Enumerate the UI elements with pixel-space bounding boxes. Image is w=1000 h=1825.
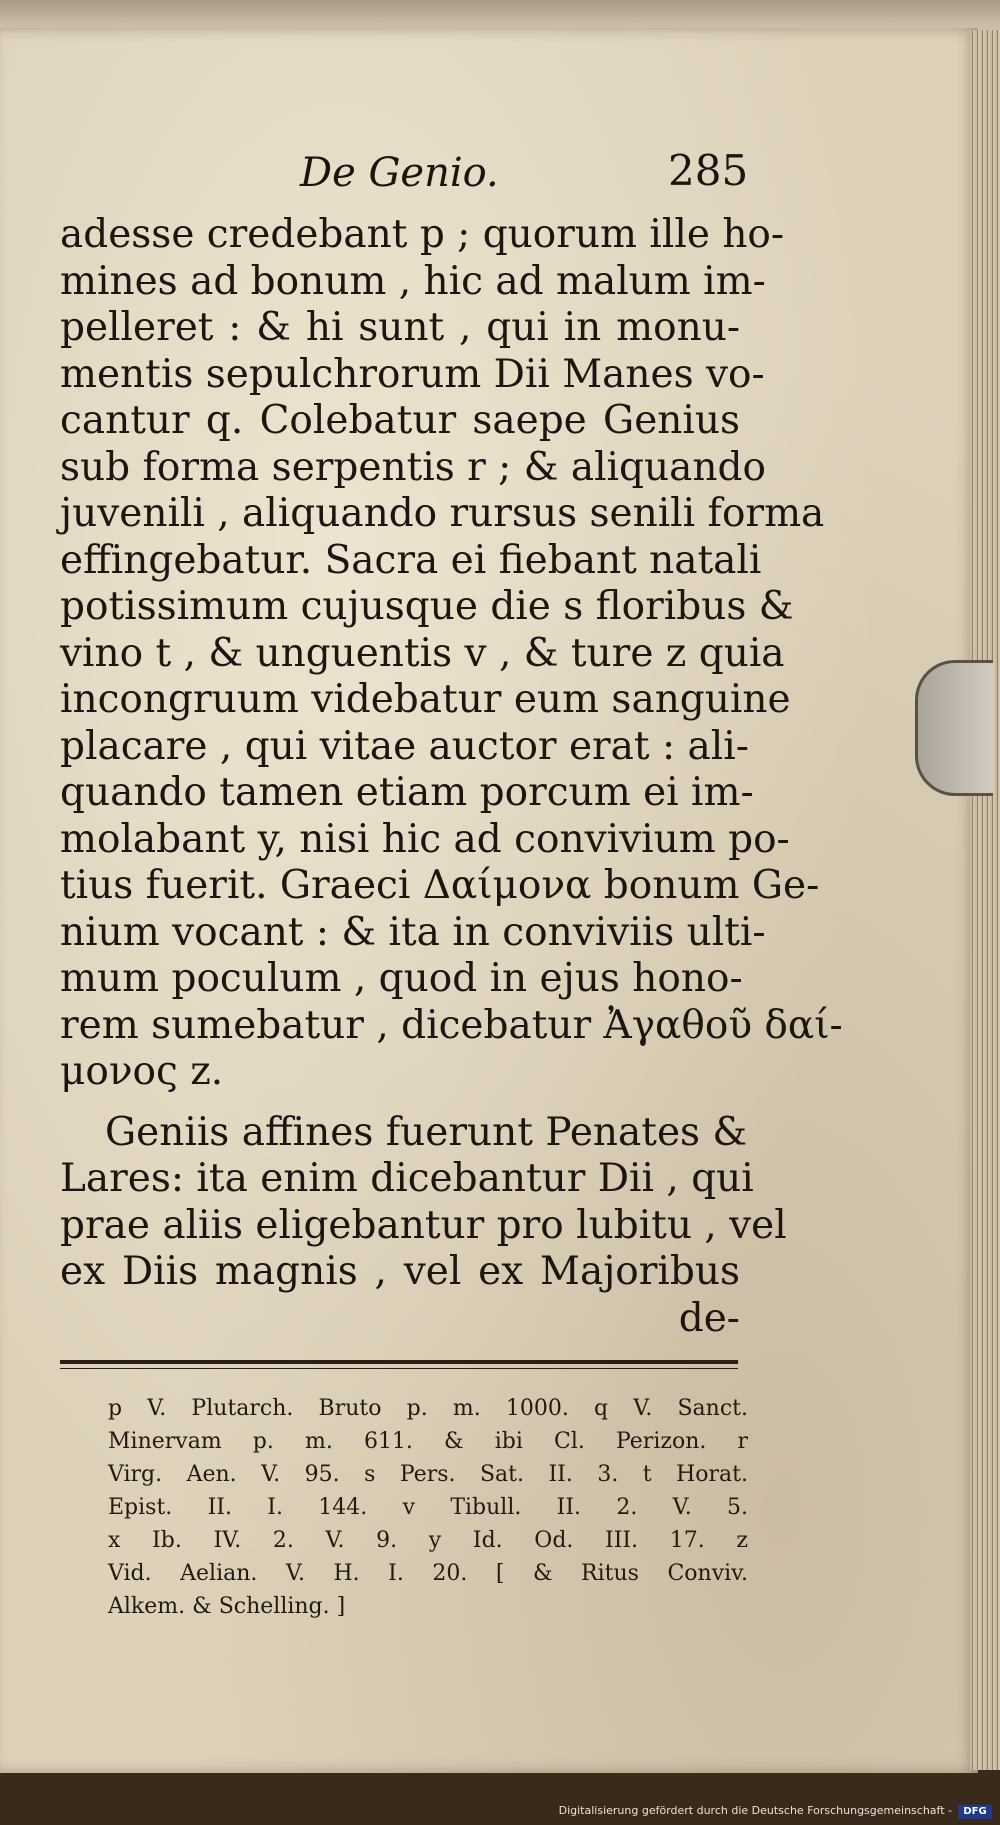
footnote-line: x Ib. IV. 2. V. 9. y Id. Od. III. 17. z [108, 1528, 748, 1553]
footer-bar [0, 1773, 1000, 1825]
text-line: molabant y, nisi hic ad convivium po- [60, 816, 790, 862]
text-line: sub forma serpentis r ; & aliquando [60, 444, 766, 490]
digitization-credit: Digitalisierung gefördert durch die Deutsche Forschungsgemeinschaft - [558, 1804, 952, 1817]
footnote-line: Virg. Aen. V. 95. s Pers. Sat. II. 3. t Horat. [108, 1462, 748, 1487]
text-line: μονος z. [60, 1049, 224, 1094]
footnote-line: p V. Plutarch. Bruto p. m. 1000. q V. Sanct. [108, 1396, 748, 1421]
footnotes [108, 1392, 748, 1623]
text-line: de- [678, 1295, 740, 1341]
text-line: Geniis affines fuerunt Penates & [105, 1109, 748, 1155]
text-line: nium vocant : & ita in conviviis ulti- [60, 909, 766, 955]
text-line: potissimum cujusque die s floribus & [60, 584, 794, 629]
text-line: mum poculum , quod in ejus hono- [60, 956, 743, 1001]
text-line: adesse credebant p ; quorum ille ho- [60, 212, 785, 257]
text-line: mines ad bonum , hic ad malum im- [60, 258, 766, 304]
text-line: vino t , & unguentis v , & ture z quia [60, 630, 785, 676]
text-line: incongruum videbatur eum sanguine [60, 677, 791, 722]
dfg-logo: DFG [958, 1805, 992, 1819]
text-line: quando tamen etiam porcum ei im- [60, 770, 754, 815]
footnote-line: Epist. II. I. 144. v Tibull. II. 2. V. 5. [108, 1495, 748, 1520]
book-edge-right [970, 30, 1000, 1770]
text-line: Lares: ita enim dicebantur Dii , qui [60, 1156, 754, 1201]
text-line: effingebatur. Sacra ei fiebant natali [60, 537, 762, 583]
page-number: 285 [668, 146, 749, 195]
footnote-line: Minervam p. m. 611. & ibi Cl. Perizon. r [108, 1429, 748, 1454]
paragraph-1 [60, 212, 843, 1096]
paragraph-gap [60, 1096, 740, 1110]
text-line: tius fuerit. Graeci Δαίμονα bonum Ge- [60, 863, 820, 908]
text-line: placare , qui vitae auctor erat : ali- [60, 723, 749, 769]
footnote-line: Vid. Aelian. V. H. I. 20. [ & Ritus Conviv. [108, 1561, 748, 1586]
text-line: ex Diis magnis , vel ex Majoribus [60, 1249, 740, 1294]
footnote-rule [60, 1360, 738, 1364]
text-line: juvenili , aliquando rursus senili forma [60, 491, 825, 536]
running-head-title: De Genio. [300, 150, 499, 196]
page-clip [915, 660, 993, 796]
body-text [60, 212, 843, 1342]
paragraph-2 [60, 1109, 787, 1343]
footnote-line: Alkem. & Schelling. ] [108, 1594, 346, 1619]
text-line: pelleret : & hi sunt , qui in monu- [60, 305, 740, 350]
text-line: prae aliis eligebantur pro lubitu , vel [60, 1202, 787, 1248]
text-line: rem sumebatur , dicebatur Ἀγαθοῦ δαί- [60, 1002, 843, 1048]
text-line: cantur q. Colebatur saepe Genius [60, 398, 740, 443]
footnote-rule-thin [60, 1368, 738, 1369]
running-head [0, 146, 1000, 210]
text-line: mentis sepulchrorum Dii Manes vo- [60, 351, 765, 397]
